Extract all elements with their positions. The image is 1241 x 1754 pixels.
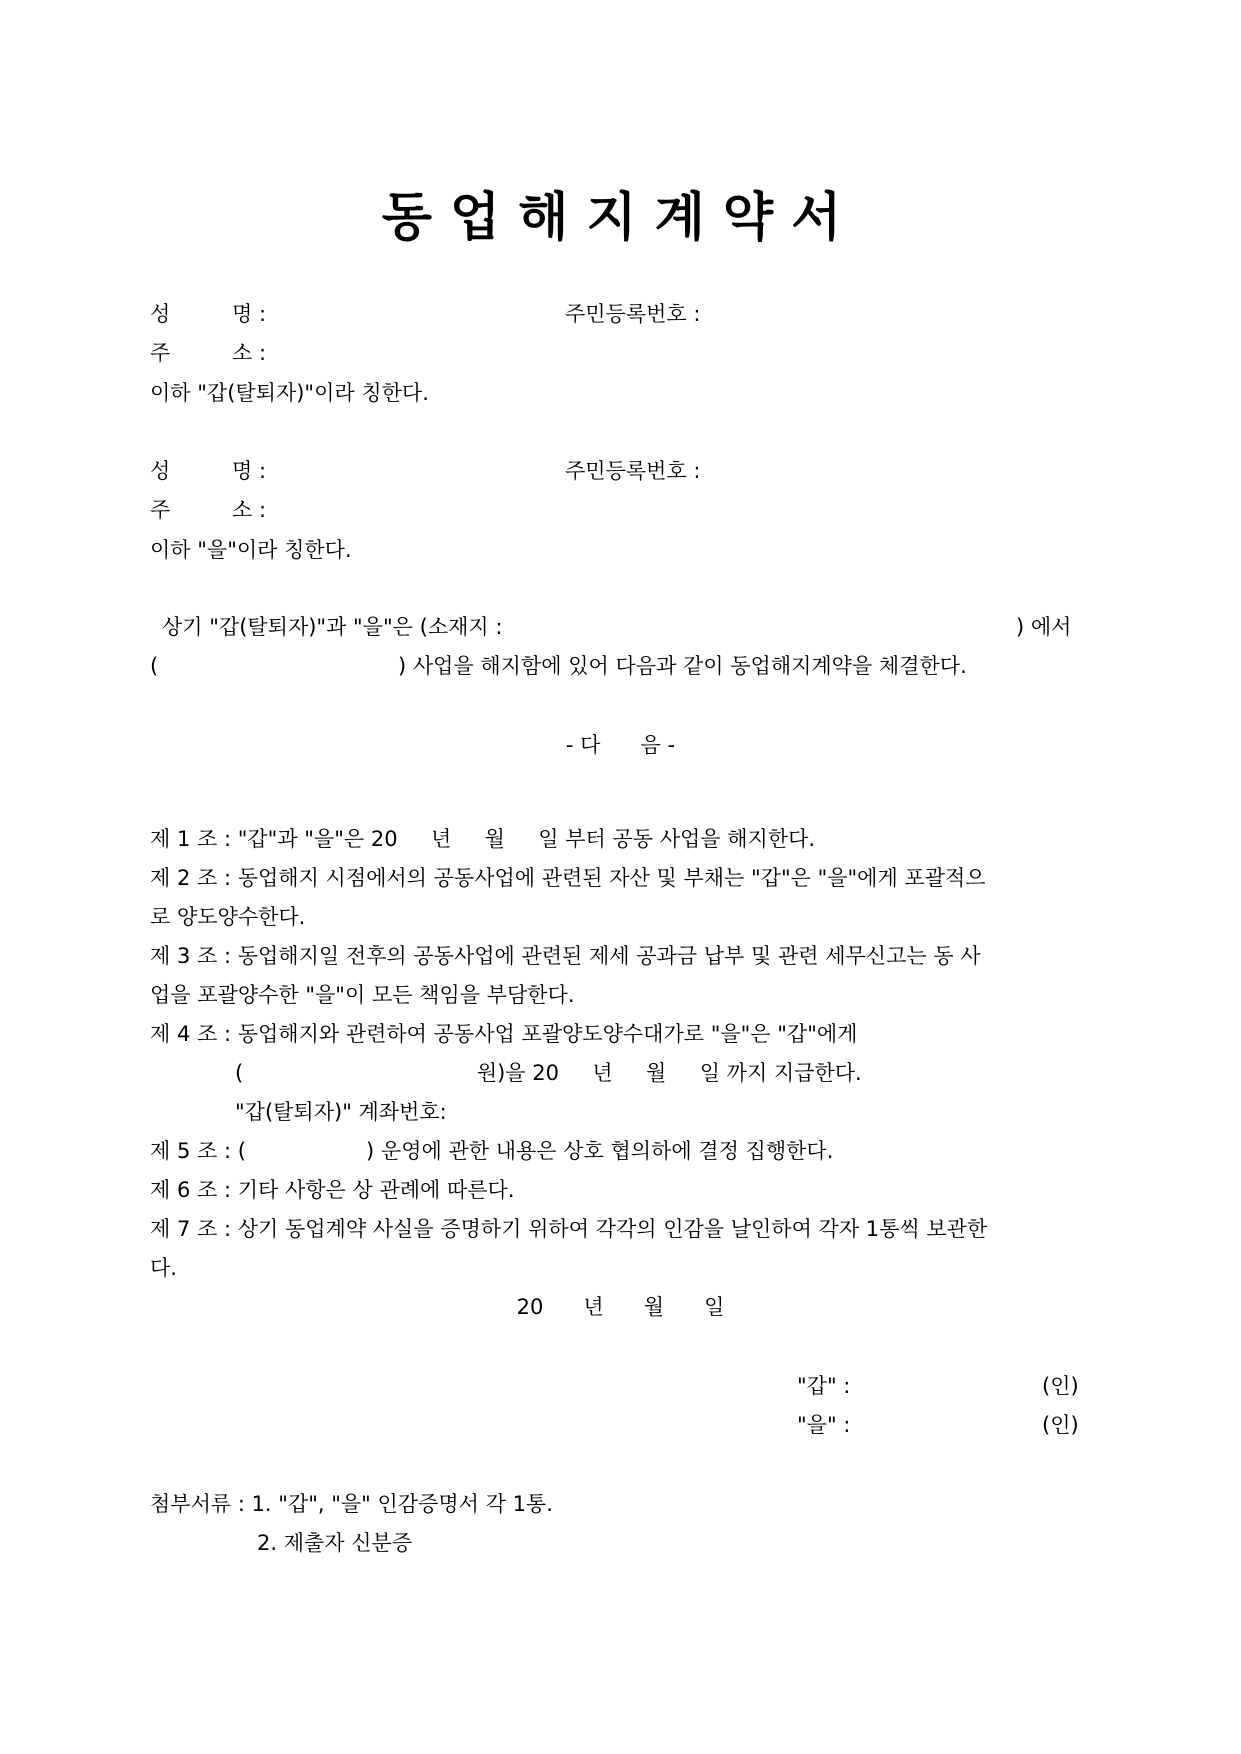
address-label: 주	[150, 498, 171, 522]
document-title: 동업해지계약서	[381, 188, 860, 248]
address-label: 소 :	[232, 498, 267, 522]
article-3: 제 3 조 : 동업해지일 전후의 공동사업에 관련된 제세 공과금 납부 및 관련 세무신고는 동 사	[150, 944, 981, 968]
name-label: 성	[150, 302, 171, 326]
article-5: 제 5 조 : ( ) 운영에 관한 내용은 상호 협의하에 결정 집행한다.	[150, 1139, 834, 1163]
preamble-line-2: ) 사업을 해지함에 있어 다음과 같이 동업해지계약을 체결한다.	[398, 654, 967, 678]
address-label: 소 :	[232, 341, 267, 365]
seal-mark-a: (인)	[1042, 1374, 1079, 1398]
preamble-paren: (	[150, 654, 159, 678]
signature-label-b: "을" :	[797, 1413, 851, 1437]
article-4-account: "갑(탈퇴자)" 계좌번호:	[235, 1100, 447, 1124]
article-1: 제 1 조 : "갑"과 "을"은 20 년 월 일 부터 공동 사업을 해지한다.	[150, 827, 816, 851]
seal-mark-b: (인)	[1042, 1413, 1079, 1437]
attachments-item-2: 2. 제출자 신분증	[257, 1531, 413, 1555]
attachments-item-1: 첨부서류 : 1. "갑", "을" 인감증명서 각 1통.	[150, 1492, 553, 1516]
article-4-payment: ( 원)을 20 년 월 일 까지 지급한다.	[235, 1061, 862, 1085]
article-7: 제 7 조 : 상기 동업계약 사실을 증명하기 위하여 각각의 인감을 날인하여 각자 1통씩 보관한	[150, 1217, 988, 1241]
article-2-cont: 로 양도양수한다.	[150, 905, 306, 929]
section-heading: - 다 음 -	[565, 733, 676, 757]
article-7-cont: 다.	[150, 1256, 177, 1280]
article-4: 제 4 조 : 동업해지와 관련하여 공동사업 포괄양도양수대가로 "을"은 "갑"에게	[150, 1022, 858, 1046]
name-label: 성	[150, 459, 171, 483]
preamble-line-1-end: ) 에서	[1016, 615, 1072, 639]
party-designation: 이하 "을"이라 칭한다.	[150, 538, 352, 562]
id-number-label: 주민등록번호 :	[565, 302, 701, 326]
contract-date: 20 년 월 일	[516, 1295, 725, 1319]
address-label: 주	[150, 341, 171, 365]
article-2: 제 2 조 : 동업해지 시점에서의 공동사업에 관련된 자산 및 부채는 "갑"은 "을"에게 포괄적으	[150, 866, 986, 890]
name-label: 명 :	[232, 302, 267, 326]
signature-label-a: "갑" :	[797, 1374, 851, 1398]
id-number-label: 주민등록번호 :	[565, 459, 701, 483]
article-3-cont: 업을 포괄양수한 "을"이 모든 책임을 부담한다.	[150, 983, 575, 1007]
article-6: 제 6 조 : 기타 사항은 상 관례에 따른다.	[150, 1178, 515, 1202]
preamble-line-1: 상기 "갑(탈퇴자)"과 "을"은 (소재지 :	[162, 615, 503, 639]
party-designation: 이하 "갑(탈퇴자)"이라 칭한다.	[150, 381, 429, 405]
name-label: 명 :	[232, 459, 267, 483]
